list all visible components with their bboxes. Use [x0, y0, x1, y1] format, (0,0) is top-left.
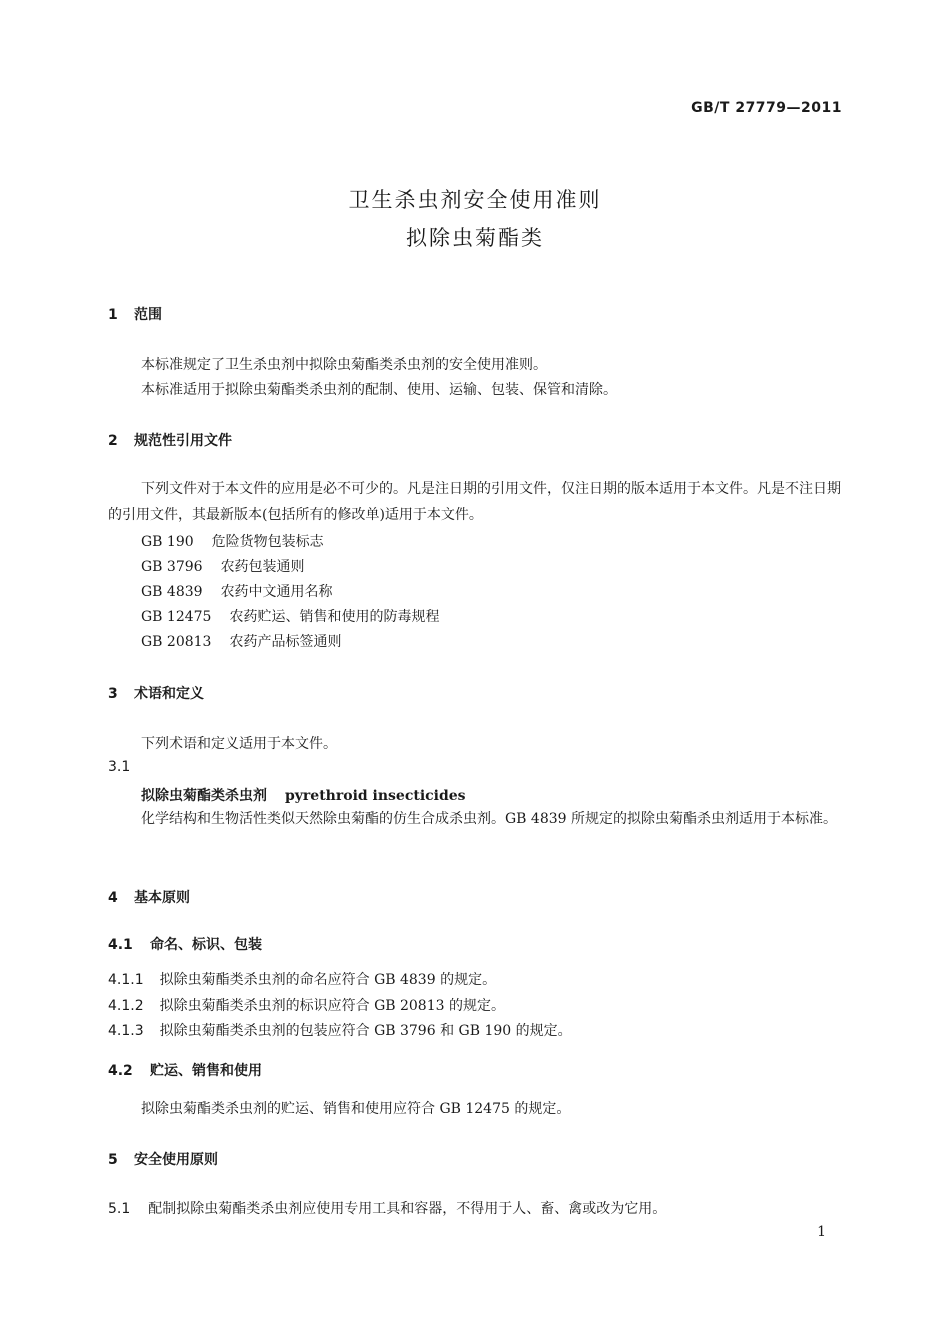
section-number: 3 [108, 686, 118, 702]
reference-name: 农药包装通则 [220, 559, 305, 575]
subsection-number: 4.2 [108, 1063, 133, 1079]
clause-text: 配制拟除虫菊酯类杀虫剂应使用专用工具和容器，不得用于人、畜、禽或改为它用。 [148, 1201, 667, 1217]
section-title: 规范性引用文件 [134, 433, 232, 449]
clause-number: 4.1.3 [108, 1023, 144, 1039]
reference-item [141, 556, 305, 576]
section-number: 2 [108, 433, 118, 449]
clause-5-1 [108, 1198, 666, 1218]
section-title: 基本原则 [134, 890, 190, 906]
section-4-heading [108, 887, 190, 907]
section-number: 4 [108, 890, 118, 906]
reference-code: GB 12475 [141, 609, 212, 625]
clause-4-1-2 [108, 995, 505, 1015]
reference-name: 农药中文通用名称 [220, 584, 333, 600]
clause-number: 4.1.2 [108, 998, 144, 1014]
standard-number: GB/T 27779—2011 [691, 100, 842, 116]
subsection-title: 贮运、销售和使用 [150, 1063, 262, 1079]
term-name [141, 785, 466, 805]
term-definition-text: 化学结构和生物活性类似天然除虫菊酯的仿生合成杀虫剂。GB 4839 所规定的拟除虫菊酯杀虫剂适用于本标准。 [141, 811, 837, 827]
subsection-4-2-heading [108, 1060, 262, 1080]
page-number: 1 [817, 1224, 826, 1240]
clause-number: 5.1 [108, 1201, 131, 1217]
section-number: 5 [108, 1152, 118, 1168]
section-3-heading [108, 683, 204, 703]
reference-code: GB 4839 [141, 584, 203, 600]
terms-intro: 下列术语和定义适用于本文件。 [141, 736, 337, 752]
clause-4-1-3 [108, 1020, 572, 1040]
term-number: 3.1 [108, 759, 131, 775]
clause-text: 拟除虫菊酯类杀虫剂的包装应符合 GB 3796 和 GB 190 的规定。 [159, 1023, 572, 1039]
term-name-cn: 拟除虫菊酯类杀虫剂 [141, 788, 267, 804]
section-title: 范围 [134, 307, 162, 323]
scope-paragraph-1: 本标准规定了卫生杀虫剂中拟除虫菊酯类杀虫剂的安全使用准则。 [141, 357, 547, 373]
section-2-heading [108, 430, 232, 450]
section-1-heading [108, 304, 162, 324]
term-definition [108, 806, 843, 832]
references-intro-text: 下列文件对于本文件的应用是必不可少的。凡是注日期的引用文件，仅注日期的版本适用于本文件。凡是不注日期的引用文件，其最新版本(包括所有的修改单)适用于本文件。 [108, 481, 841, 523]
section-title: 安全使用原则 [134, 1152, 218, 1168]
reference-code: GB 190 [141, 534, 194, 550]
reference-item [141, 581, 333, 601]
reference-code: GB 3796 [141, 559, 203, 575]
reference-code: GB 20813 [141, 634, 212, 650]
reference-name: 危险货物包装标志 [211, 534, 324, 550]
subsection-number: 4.1 [108, 937, 133, 953]
reference-name: 农药贮运、销售和使用的防毒规程 [229, 609, 440, 625]
clause-4-1-1 [108, 969, 496, 989]
reference-item [141, 606, 439, 626]
clause-number: 4.1.1 [108, 972, 144, 988]
document-subtitle: 拟除虫菊酯类 [406, 226, 544, 250]
subsection-title: 命名、标识、包装 [150, 937, 262, 953]
section-5-heading [108, 1149, 218, 1169]
clause-text: 拟除虫菊酯类杀虫剂的命名应符合 GB 4839 的规定。 [159, 972, 497, 988]
references-intro [108, 476, 843, 528]
subsection-4-2-paragraph: 拟除虫菊酯类杀虫剂的贮运、销售和使用应符合 GB 12475 的规定。 [141, 1101, 571, 1117]
reference-item [141, 531, 324, 551]
clause-text: 拟除虫菊酯类杀虫剂的标识应符合 GB 20813 的规定。 [159, 998, 505, 1014]
reference-name: 农药产品标签通则 [229, 634, 342, 650]
section-title: 术语和定义 [134, 686, 204, 702]
reference-item [141, 631, 341, 651]
term-name-en: pyrethroid insecticides [285, 788, 466, 804]
subsection-4-1-heading [108, 934, 262, 954]
section-number: 1 [108, 307, 118, 323]
scope-paragraph-2: 本标准适用于拟除虫菊酯类杀虫剂的配制、使用、运输、包装、保管和清除。 [141, 382, 617, 398]
document-title: 卫生杀虫剂安全使用准则 [348, 188, 602, 212]
